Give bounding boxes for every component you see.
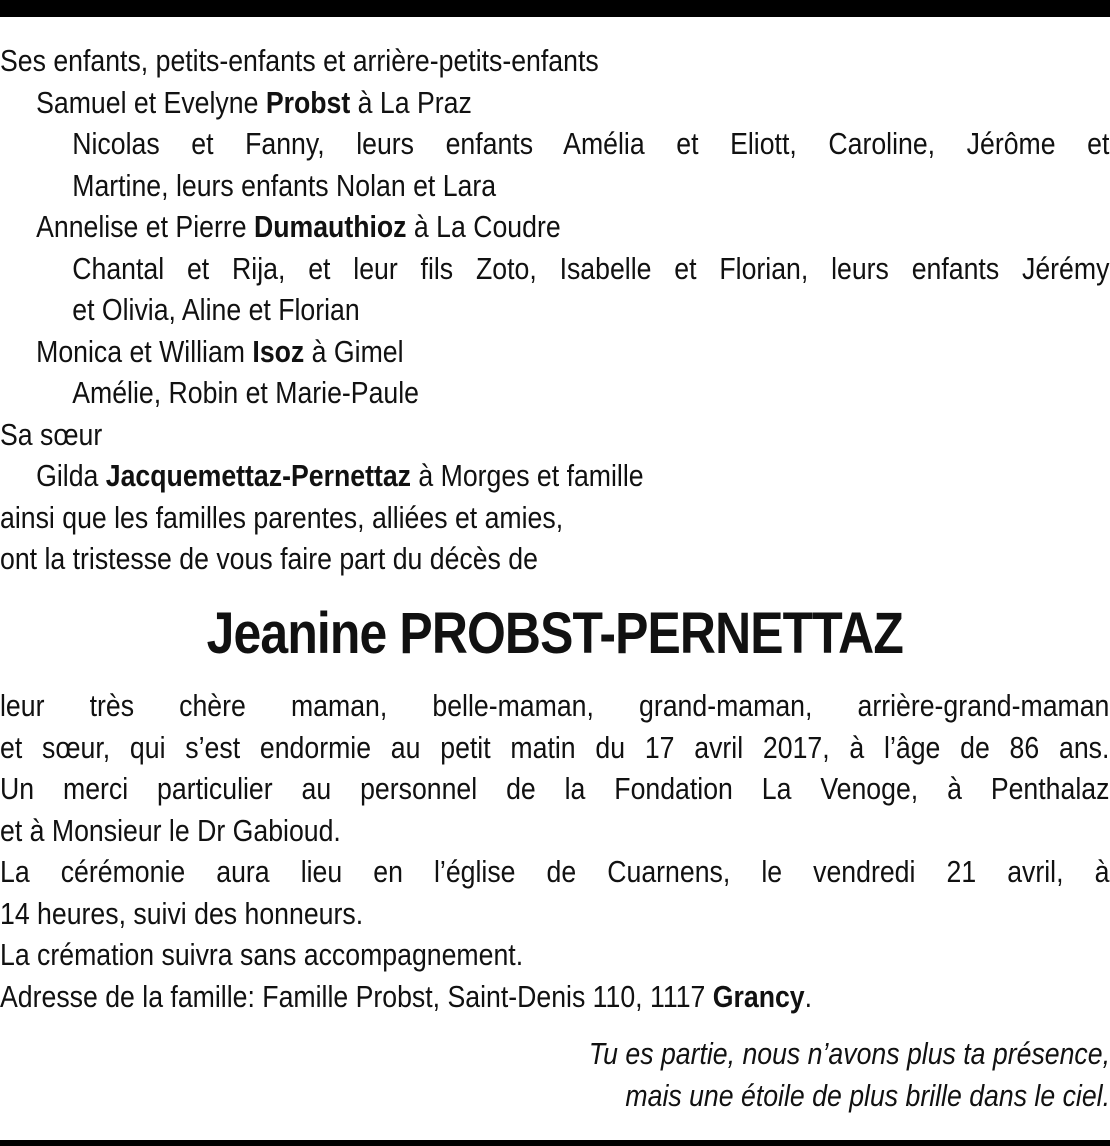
intro-line: Ses enfants, petits-enfants et arrière-petits-enfants (0, 43, 599, 78)
body-line: Un merci particulier au personnel de la Fondation La Venoge, à Penthalaz (0, 771, 1110, 806)
address-suffix: . (804, 978, 813, 1014)
family-children-line: Martine, leurs enfants Nolan et Lara (72, 167, 497, 203)
children-text: Chantal et Rija, et leur fils Zoto, Isabelle et Florian, leurs enfants Jérémy (72, 250, 1110, 286)
deceased-name (0, 598, 1110, 670)
obituary-body (0, 685, 1109, 1017)
family-surname: Probst (265, 84, 351, 120)
family-list (0, 40, 1109, 580)
sister-first-name: Gilda (36, 458, 106, 493)
closing-quote (589, 1033, 1110, 1116)
deceased-name-text: Jeanine PROBST-PERNETTAZ (206, 601, 904, 666)
family-place: à La Coudre (406, 209, 561, 244)
body-line: leur très chère maman, belle-maman, grand-maman, arrière-grand-maman (0, 688, 1110, 723)
address-text: Adresse de la famille: Famille Probst, Saint-Denis 110, 1117 (0, 978, 713, 1014)
quote-line: Tu es partie, nous n’avons plus ta présence, (588, 1036, 1110, 1071)
sister-heading (0, 455, 1109, 497)
top-rule (0, 0, 1110, 17)
family-place: à Gimel (304, 333, 404, 369)
sister-label: Sa sœur (0, 416, 103, 452)
body-line: 14 heures, suivi des honneurs. (0, 895, 364, 931)
family-children-line (0, 248, 1109, 290)
body-line: et sœur, qui s’est endormie au petit matin du 17 avril 2017, à l’âge de 86 ans. (0, 729, 1110, 765)
sister-surname: Jacquemettaz-Pernettaz (105, 458, 411, 493)
family-children-line: Amélie, Robin et Marie-Paule (72, 375, 419, 410)
family-children-line (0, 123, 1109, 165)
family-first-names: Annelise et Pierre (36, 209, 254, 244)
family-heading (0, 82, 1109, 124)
bottom-rule (0, 1140, 1110, 1146)
family-first-names: Monica et William (36, 333, 253, 369)
body-line: La cérémonie aura lieu en l’église de Cuarnens, le vendredi 21 avril, à (0, 854, 1110, 889)
family-first-names: Samuel et Evelyne (36, 84, 266, 120)
relatives-line: ainsi que les familles parentes, alliées et amies, (0, 499, 564, 535)
body-line: La crémation suivra sans accompagnement. (0, 937, 524, 972)
family-surname: Dumauthioz (253, 209, 407, 244)
sister-place: à Morges et famille (410, 458, 644, 493)
family-children-line: et Olivia, Aline et Florian (72, 292, 360, 327)
family-place: à La Praz (350, 84, 472, 120)
body-line: et à Monsieur le Dr Gabioud. (0, 812, 341, 848)
children-text: Nicolas et Fanny, leurs enfants Amélia et Eliott, Caroline, Jérôme et (72, 126, 1110, 161)
address-town: Grancy (712, 978, 805, 1014)
announcement-line: ont la tristesse de vous faire part du décès de (0, 541, 538, 576)
family-surname: Isoz (252, 333, 305, 369)
family-heading (0, 331, 1109, 373)
family-heading (0, 206, 1109, 248)
family-address (0, 976, 1109, 1018)
quote-line: mais une étoile de plus brille dans le ciel. (625, 1077, 1110, 1113)
